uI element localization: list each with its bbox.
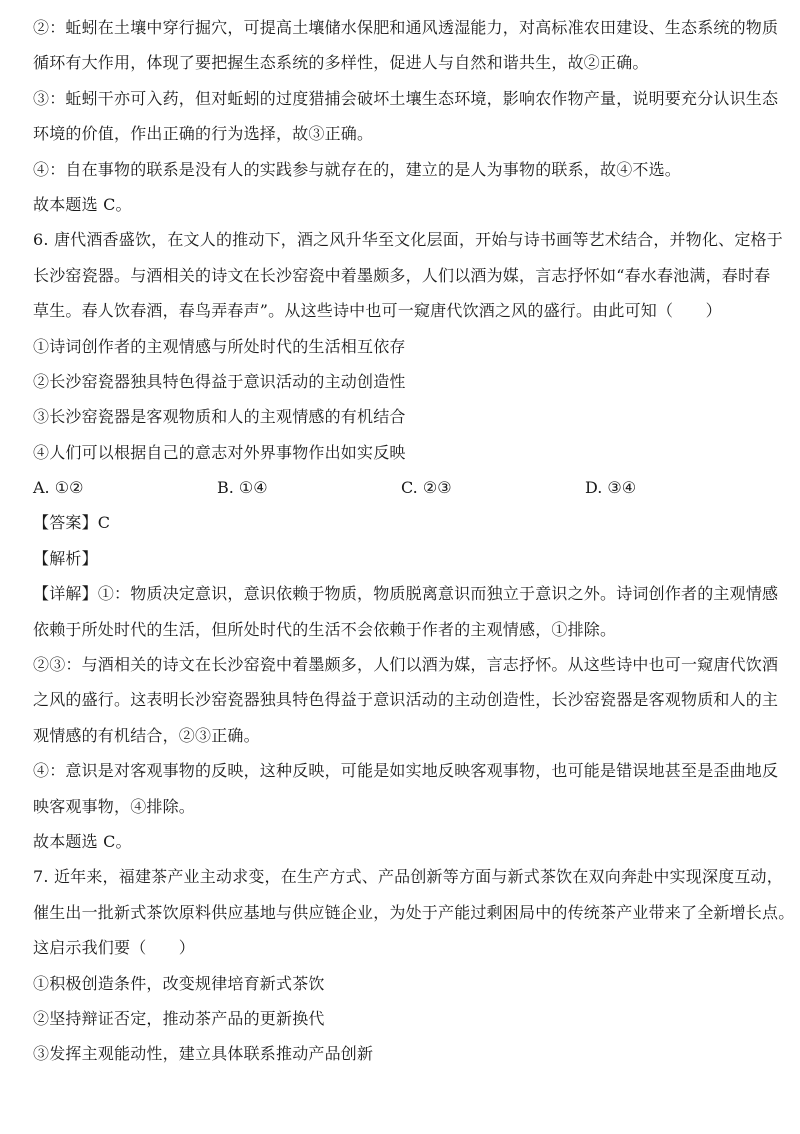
option-a: A. ①②: [33, 478, 84, 498]
question-6-item-3: ③长沙窑瓷器是客观物质和人的主观情感的有机结合: [33, 407, 406, 427]
detail-line: 依赖于所处时代的生活，但所处时代的生活不会依赖于作者的主观情感，①排除。: [33, 619, 617, 639]
text-line: ②：蚯蚓在土壤中穿行掘穴，可提高土壤储水保肥和通风透湿能力，对高标准农田建设、生态系统的物质: [33, 18, 779, 37]
text-line: 循环有大作用，体现了要把握生态系统的多样性，促进人与自然和谐共生，故②正确。: [33, 53, 649, 73]
detail-line: 观情感的有机结合，②③正确。: [33, 725, 260, 745]
detail-label: 【详解】: [33, 584, 98, 604]
question-6-item-4: ④人们可以根据自己的意志对外界事物作出如实反映: [33, 442, 406, 462]
question-7-item-1: ①积极创造条件，改变规律培育新式茶饮: [33, 973, 325, 993]
text-line: ④：自在事物的联系是没有人的实践参与就存在的，建立的是人为事物的联系，故④不选。: [33, 159, 682, 179]
question-7-item-3: ③发挥主观能动性，建立具体联系推动产品创新: [33, 1044, 374, 1064]
detail-text: ①：物质决定意识，意识依赖于物质，物质脱离意识而独立于意识之外。诗词创作者的主观情感: [97, 584, 779, 604]
question-6-stem: 草生。春人饮春酒，春鸟弄春声”。从这些诗中也可一窥唐代饮酒之风的盛行。由此可知（ ）: [33, 301, 722, 321]
analysis-label: 【解析】: [33, 548, 98, 568]
option-b: B. ①④: [217, 478, 268, 498]
question-6-options: [33, 470, 773, 505]
text-line: 环境的价值，作出正确的行为选择，故③正确。: [33, 124, 374, 144]
question-6-stem: 长沙窑瓷器。与酒相关的诗文在长沙窑瓷中着墨颇多，人们以酒为媒，言志抒怀如“春水春池满，春时春: [33, 265, 771, 285]
option-c: C. ②③: [401, 478, 452, 498]
detail-line: 映客观事物，④排除。: [33, 796, 196, 816]
question-7-stem: 这启示我们要（ ）: [33, 938, 196, 958]
document-page: [33, 10, 795, 1072]
question-7-stem: 7. 近年来，福建茶产业主动求变，在生产方式、产品创新等方面与新式茶饮在双向奔赴中实现深度互动，: [33, 867, 783, 887]
question-7-stem: 催生出一批新式茶饮原料供应基地与供应链企业，为处于产能过剩困局中的传统茶产业带来了全新增长点。: [33, 902, 795, 922]
detail-line: ②③：与酒相关的诗文在长沙窑瓷中着墨颇多，人们以酒为媒，言志抒怀。从这些诗中也可一窥唐代饮酒: [33, 655, 779, 675]
option-d: D. ③④: [585, 478, 637, 498]
question-6-item-2: ②长沙窑瓷器独具特色得益于意识活动的主动创造性: [33, 371, 406, 391]
question-6-stem: 6. 唐代酒香盛饮，在文人的推动下，酒之风升华至文化层面，开始与诗书画等艺术结合，并物化、定格于: [33, 230, 783, 250]
text-line: ③：蚯蚓干亦可入药，但对蚯蚓的过度猎捕会破坏土壤生态环境，影响农作物产量，说明要充分认识生态: [33, 88, 779, 108]
answer-line: 【答案】C: [33, 513, 111, 533]
detail-line: 之风的盛行。这表明长沙窑瓷器独具特色得益于意识活动的主动创造性，长沙窑瓷器是客观物质和人的主: [33, 690, 779, 710]
question-7-item-2: ②坚持辩证否定，推动茶产品的更新换代: [33, 1008, 325, 1028]
conclusion-line: 故本题选 C。: [33, 194, 132, 214]
conclusion-line: 故本题选 C。: [33, 831, 132, 851]
question-6-item-1: ①诗词创作者的主观情感与所处时代的生活相互依存: [33, 336, 406, 356]
detail-line: ④：意识是对客观事物的反映，这种反映，可能是如实地反映客观事物，也可能是错误地甚至是歪曲地反: [33, 761, 779, 781]
detail-line: [33, 576, 779, 611]
